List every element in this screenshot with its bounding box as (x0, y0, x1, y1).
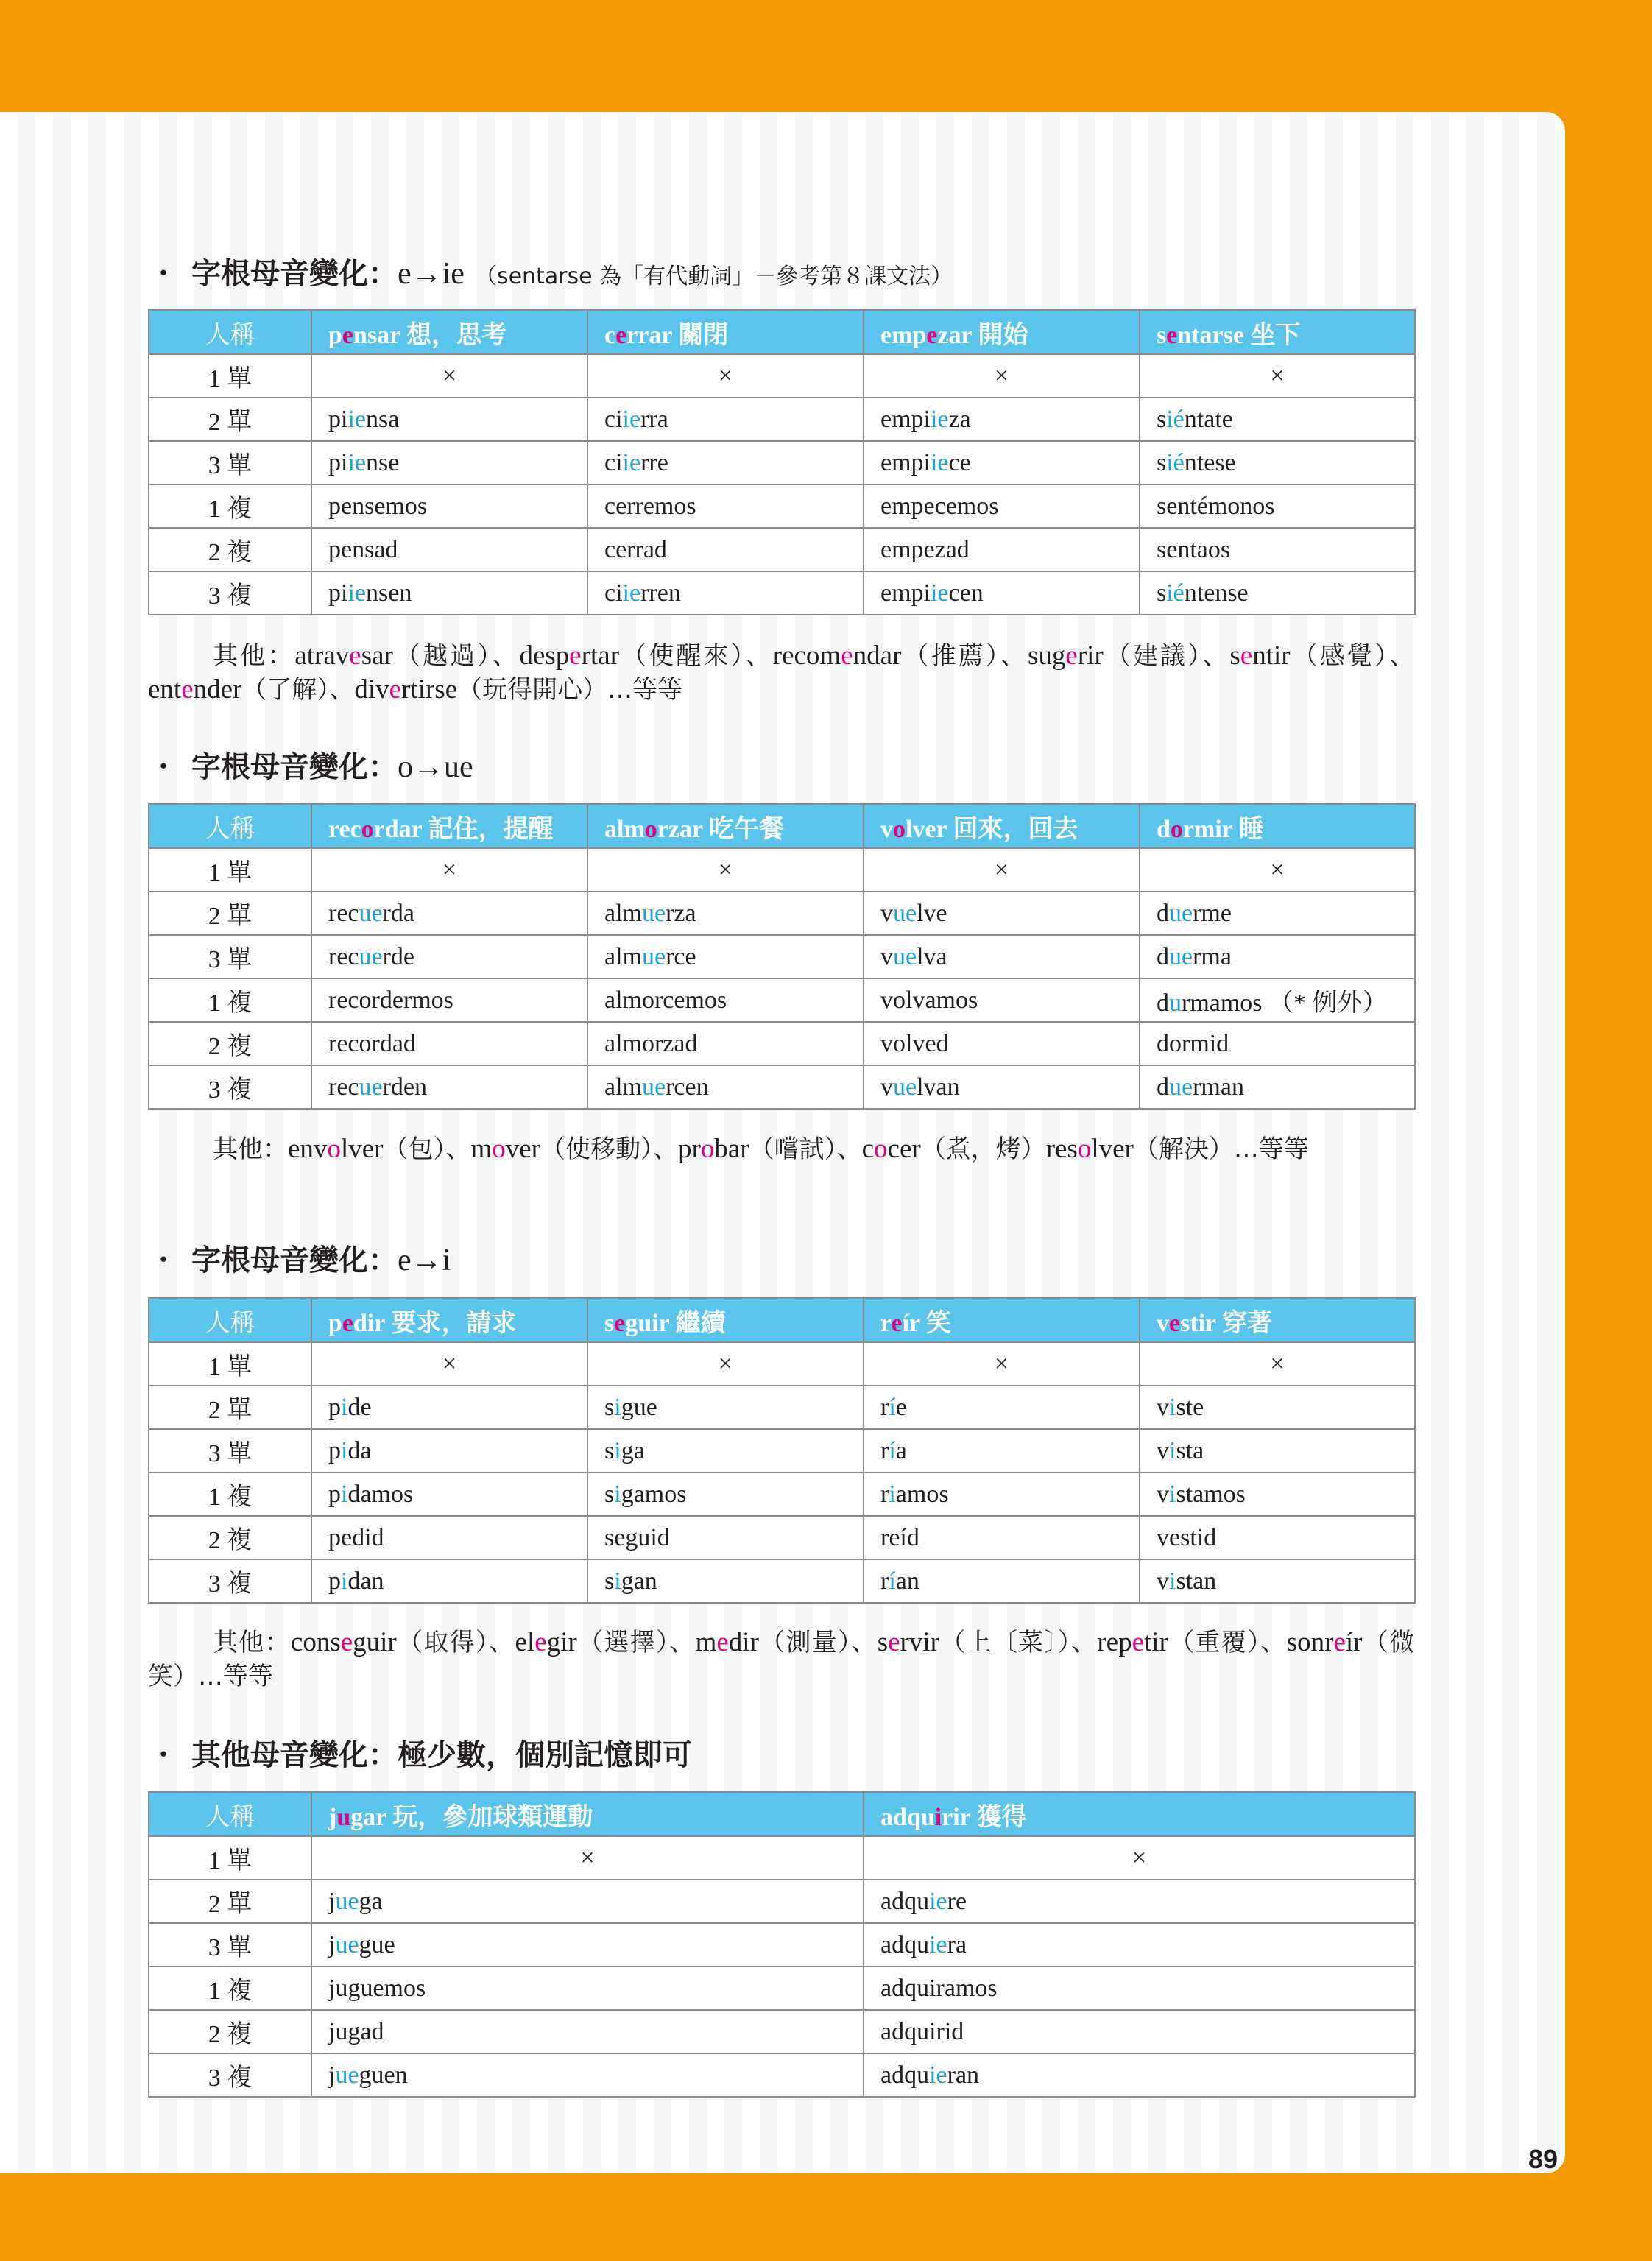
conjugation-cell: adquiramos (864, 1967, 1415, 2010)
conjugation-cell: vistamos (1140, 1472, 1415, 1516)
bullet-dot: ・ (149, 257, 178, 291)
section-label: 字根母音變化： (191, 257, 398, 291)
conjugation-cell: duerme (1140, 892, 1415, 935)
conjugation-cell: cerrad (587, 528, 864, 571)
person-header: 人稱 (149, 310, 311, 354)
verb-header: almorzar 吃午餐 (587, 804, 864, 848)
verb-header: pensar 想，思考 (311, 310, 587, 354)
conjugation-cell: juguemos (311, 1967, 864, 2010)
table-row (149, 978, 1415, 1022)
table-row (149, 354, 1415, 398)
conjugation-cell: almuercen (587, 1065, 864, 1109)
person-cell: 1 複 (149, 1967, 311, 2010)
vowel-rule: e→ie (398, 257, 465, 291)
conjugation-cell: vuelve (864, 892, 1140, 935)
empty-mark-cell: × (1140, 1342, 1415, 1386)
conjugation-cell: vuelva (864, 935, 1140, 978)
section-label: 其他母音變化：極少數，個別記憶即可 (191, 1738, 692, 1772)
conjugation-cell: volved (864, 1022, 1140, 1065)
conjugation-cell: vuelvan (864, 1065, 1140, 1109)
table-row (149, 1880, 1415, 1923)
person-cell: 3 單 (149, 441, 311, 484)
verb-header: volver 回來，回去 (864, 804, 1140, 848)
other-verbs-note: 其他：atravesar（越過）、despertar（使醒來）、recomendar（推薦）、sugerir（建議）、sentir（感覺）、entender（了解）、divertirse（玩得開心）…等等 (148, 641, 1415, 705)
person-header: 人稱 (149, 1792, 311, 1836)
person-cell: 1 單 (149, 354, 311, 398)
conjugation-cell: pensemos (311, 484, 587, 528)
empty-mark-cell: × (587, 848, 864, 892)
top-orange-band (0, 0, 1652, 112)
conjugation-cell: adquieran (864, 2053, 1415, 2097)
conjugation-cell: empezad (864, 528, 1140, 571)
person-cell: 3 複 (149, 1559, 311, 1603)
conjugation-cell: recuerde (311, 935, 587, 978)
table-row (149, 2053, 1415, 2097)
conjugation-cell: cerremos (587, 484, 864, 528)
conjugation-cell: almuerce (587, 935, 864, 978)
person-cell: 2 單 (149, 892, 311, 935)
section-heading-e-ie (149, 250, 953, 292)
conjugation-cell: viste (1140, 1386, 1415, 1429)
person-cell: 2 單 (149, 1880, 311, 1923)
person-cell: 1 單 (149, 1836, 311, 1880)
table-row (149, 1967, 1415, 2010)
person-header: 人稱 (149, 804, 311, 848)
person-cell: 3 複 (149, 571, 311, 615)
conjugation-cell: siéntate (1140, 398, 1415, 441)
person-cell: 2 單 (149, 1386, 311, 1429)
conjugation-cell: siéntese (1140, 441, 1415, 484)
empty-mark-cell: × (587, 1342, 864, 1386)
conjugation-cell: empecemos (864, 484, 1140, 528)
conjugation-cell: ríe (864, 1386, 1140, 1429)
empty-mark-cell: × (311, 354, 587, 398)
bullet-dot: ・ (149, 1244, 178, 1277)
empty-mark-cell: × (1140, 354, 1415, 398)
conjugation-cell: pida (311, 1429, 587, 1472)
conjugation-cell: jugad (311, 2010, 864, 2053)
table-row (149, 1022, 1415, 1065)
verb-header: seguir 繼續 (587, 1298, 864, 1342)
person-cell: 1 單 (149, 848, 311, 892)
conjugation-cell: duerma (1140, 935, 1415, 978)
table-row (149, 528, 1415, 571)
bullet-dot: ・ (149, 750, 178, 784)
table-row (149, 1836, 1415, 1880)
empty-mark-cell: × (1140, 848, 1415, 892)
conjugation-cell: seguid (587, 1516, 864, 1559)
person-cell: 1 複 (149, 978, 311, 1022)
conjugation-cell: ciierra (587, 398, 864, 441)
conjugation-cell: sentémonos (1140, 484, 1415, 528)
table-row (149, 1386, 1415, 1429)
conjugation-table-e-ie (148, 309, 1416, 615)
vowel-rule: o→ue (398, 750, 473, 784)
conjugation-cell: recuerden (311, 1065, 587, 1109)
person-cell: 2 單 (149, 398, 311, 441)
verb-header: recordar 記住，提醒 (311, 804, 587, 848)
section-heading-e-i (149, 1237, 451, 1279)
conjugation-cell: recordad (311, 1022, 587, 1065)
person-cell: 2 複 (149, 528, 311, 571)
table-row (149, 484, 1415, 528)
conjugation-cell: riamos (864, 1472, 1140, 1516)
table-header-row (149, 1298, 1415, 1342)
section-heading-o-ue (149, 744, 473, 786)
empty-mark-cell: × (587, 354, 864, 398)
table-row (149, 2010, 1415, 2053)
conjugation-cell: pidan (311, 1559, 587, 1603)
table-row (149, 848, 1415, 892)
verb-header: cerrar 關閉 (587, 310, 864, 354)
conjugation-cell: vistan (1140, 1559, 1415, 1603)
conjugation-cell: durmamos （* 例外） (1140, 978, 1415, 1022)
person-cell: 3 單 (149, 1923, 311, 1967)
conjugation-cell: pidamos (311, 1472, 587, 1516)
verb-header: adquirir 獲得 (864, 1792, 1415, 1836)
empty-mark-cell: × (864, 848, 1140, 892)
conjugation-cell: empiiece (864, 441, 1140, 484)
bottom-orange-band (0, 2173, 1652, 2261)
conjugation-cell: sigan (587, 1559, 864, 1603)
person-cell: 2 複 (149, 2010, 311, 2053)
table-row (149, 1342, 1415, 1386)
conjugation-cell: siéntense (1140, 571, 1415, 615)
conjugation-cell: piiensen (311, 571, 587, 615)
conjugation-cell: juega (311, 1880, 864, 1923)
empty-mark-cell: × (311, 1342, 587, 1386)
conjugation-cell: sentaos (1140, 528, 1415, 571)
table-row (149, 398, 1415, 441)
table-row (149, 1065, 1415, 1109)
person-header: 人稱 (149, 1298, 311, 1342)
empty-mark-cell: × (864, 1342, 1140, 1386)
page-number: 89 (1528, 2144, 1558, 2174)
conjugation-cell: sigue (587, 1386, 864, 1429)
empty-mark-cell: × (864, 354, 1140, 398)
conjugation-cell: pide (311, 1386, 587, 1429)
table-header-row (149, 310, 1415, 354)
conjugation-cell: duerman (1140, 1065, 1415, 1109)
conjugation-cell: piiense (311, 441, 587, 484)
conjugation-cell: rían (864, 1559, 1140, 1603)
conjugation-cell: ciierren (587, 571, 864, 615)
bullet-dot: ・ (149, 1738, 178, 1772)
verb-header: reír 笑 (864, 1298, 1140, 1342)
conjugation-table-other (148, 1791, 1416, 2098)
verb-header: empezar 開始 (864, 310, 1140, 354)
conjugation-table-e-i (148, 1297, 1416, 1604)
table-row (149, 1559, 1415, 1603)
table-row (149, 571, 1415, 615)
person-cell: 1 單 (149, 1342, 311, 1386)
person-cell: 3 複 (149, 1065, 311, 1109)
empty-mark-cell: × (311, 848, 587, 892)
conjugation-cell: recordermos (311, 978, 587, 1022)
conjugation-cell: adquiere (864, 1880, 1415, 1923)
person-cell: 3 單 (149, 935, 311, 978)
table-row (149, 1923, 1415, 1967)
conjugation-cell: vista (1140, 1429, 1415, 1472)
person-cell: 3 單 (149, 1429, 311, 1472)
verb-header: sentarse 坐下 (1140, 310, 1415, 354)
table-row (149, 892, 1415, 935)
conjugation-table-o-ue (148, 803, 1416, 1110)
conjugation-cell: recuerda (311, 892, 587, 935)
section-note: （sentarse 為「有代動詞」－參考第８課文法） (474, 264, 953, 289)
conjugation-cell: vestid (1140, 1516, 1415, 1559)
section-heading-other-vowels (149, 1732, 692, 1774)
section-label: 字根母音變化： (191, 750, 398, 784)
person-cell: 3 複 (149, 2053, 311, 2097)
table-row (149, 1472, 1415, 1516)
exception-note: （* 例外） (1268, 990, 1388, 1017)
conjugation-cell: empiiecen (864, 571, 1140, 615)
conjugation-cell: pedid (311, 1516, 587, 1559)
conjugation-cell: piiensa (311, 398, 587, 441)
conjugation-cell: jueguen (311, 2053, 864, 2097)
conjugation-cell: adquiera (864, 1923, 1415, 1967)
table-header-row (149, 1792, 1415, 1836)
person-cell: 1 複 (149, 484, 311, 528)
verb-header: dormir 睡 (1140, 804, 1415, 848)
table-row (149, 441, 1415, 484)
conjugation-cell: almuerza (587, 892, 864, 935)
conjugation-cell: sigamos (587, 1472, 864, 1516)
conjugation-cell: volvamos (864, 978, 1140, 1022)
vowel-rule: e→i (398, 1244, 451, 1277)
section-label: 字根母音變化： (191, 1244, 398, 1277)
person-cell: 2 複 (149, 1022, 311, 1065)
conjugation-cell: almorzad (587, 1022, 864, 1065)
verb-header: vestir 穿著 (1140, 1298, 1415, 1342)
empty-mark-cell: × (864, 1836, 1415, 1880)
conjugation-cell: empiieza (864, 398, 1140, 441)
other-verbs-note: 其他：envolver（包）、mover（使移動）、probar（嚐試）、cocer（煮，烤）resolver（解決）…等等 (213, 1134, 1309, 1164)
table-row (149, 1516, 1415, 1559)
person-cell: 2 複 (149, 1516, 311, 1559)
conjugation-cell: ría (864, 1429, 1140, 1472)
conjugation-cell: juegue (311, 1923, 864, 1967)
conjugation-cell: reíd (864, 1516, 1140, 1559)
table-header-row (149, 804, 1415, 848)
verb-header: jugar 玩，參加球類運動 (311, 1792, 864, 1836)
conjugation-cell: siga (587, 1429, 864, 1472)
conjugation-cell: adquirid (864, 2010, 1415, 2053)
conjugation-cell: dormid (1140, 1022, 1415, 1065)
conjugation-cell: almorcemos (587, 978, 864, 1022)
empty-mark-cell: × (311, 1836, 864, 1880)
conjugation-cell: pensad (311, 528, 587, 571)
verb-header: pedir 要求，請求 (311, 1298, 587, 1342)
person-cell: 1 複 (149, 1472, 311, 1516)
table-row (149, 1429, 1415, 1472)
table-row (149, 935, 1415, 978)
other-verbs-note: 其他：conseguir（取得）、elegir（選擇）、medir（測量）、servir（上〔菜〕）、repetir（重覆）、sonreír（微笑）…等等 (148, 1627, 1415, 1691)
conjugation-cell: ciierre (587, 441, 864, 484)
